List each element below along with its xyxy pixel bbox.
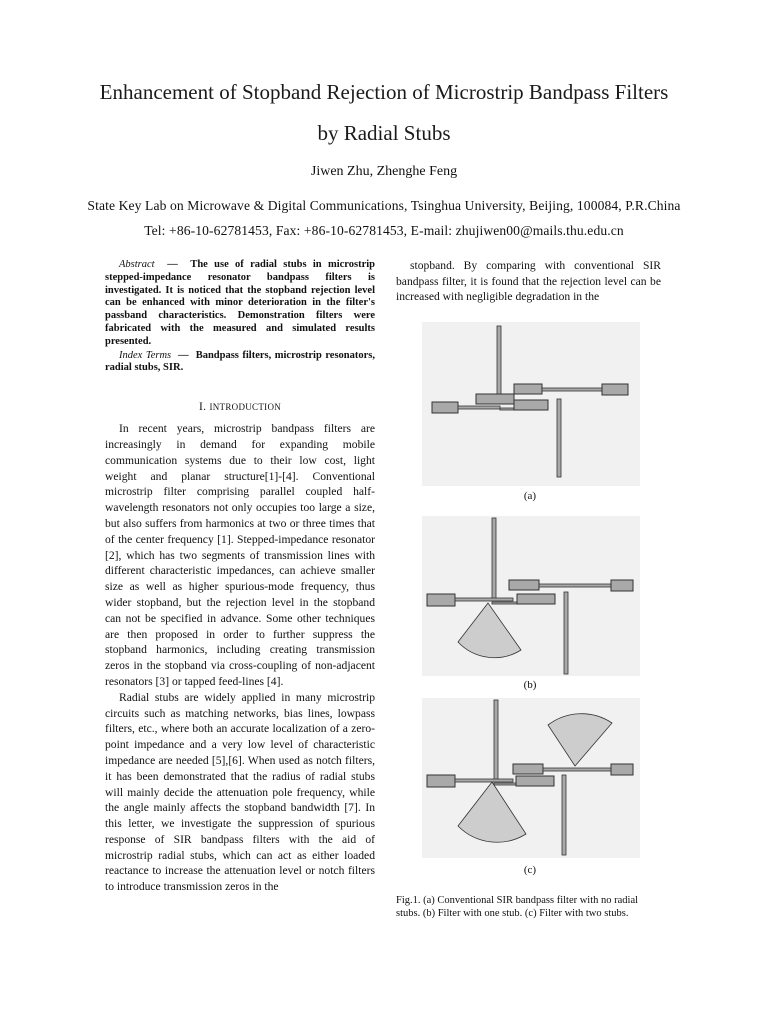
section-title: INTRODUCTION (209, 402, 282, 413)
resonator-1-stub (492, 518, 496, 600)
abstract-text: The use of radial stubs in microstrip stepped-impedance resonator bandpass filters is investigated. It is noticed that the stopband rejection level can be enhanced with minor deterioration in the filter's passband characteristics. Demonstration filters were fabricated with the measured and simulated results presented. (105, 259, 375, 347)
resonator-1-stub (494, 700, 498, 780)
right-column-paragraph: stopband. By comparing with conventional SIR bandpass filter, it is found that the rejection level can be increased with negligible degradation in the (396, 259, 661, 303)
resonator-2-pad (516, 776, 554, 786)
resonator-1-stub (497, 326, 501, 394)
intro-body (105, 421, 375, 895)
affiliation: State Key Lab on Microwave & Digital Communications, Tsinghua University, Beijing, 100084, P.R.China (87, 198, 681, 213)
coupled-line (492, 602, 518, 604)
output-port-pad (602, 384, 628, 395)
output-feed-line (539, 584, 611, 587)
resonator-2-pad (514, 400, 548, 410)
input-feed-line (458, 406, 500, 409)
input-feed-line (455, 598, 513, 601)
intro-paragraph-2: Radial stubs are widely applied in many microstrip circuits such as matching networks, bias lines, lowpass filters, etc., where both an accurate localization of a zero-point impedance and a very low level of characteristic impedance are needed [5],[6]. When used as notch filters, it has been demonstrated that the radius of radial stubs will mainly decide the attenuation pole frequency, while the angle mainly affects the stopband bandwidth [7]. In this letter, we investigate the suppression of spurious response of SIR bandpass filters with the aid of microstrip radial stubs, which can act as either loaded reactance to increase the attenuation level or notch filters to introduce transmission zeros in the (105, 690, 375, 894)
right-column-text (396, 258, 661, 305)
index-terms-text: Bandpass filters, microstrip resonators, radial stubs, SIR. (105, 349, 376, 374)
figure-caption: Fig.1. (a) Conventional SIR bandpass filter with no radial stubs. (b) Filter with one stub. (c) Filter with two stubs. (396, 895, 639, 919)
figure-1c (422, 698, 640, 858)
resonator-1-pad (476, 394, 514, 404)
resonator-2-stub (564, 592, 568, 674)
authors: Jiwen Zhu, Zhenghe Feng (310, 164, 458, 179)
resonator-2-pad-top (513, 764, 543, 774)
abstract-label: Abstract (119, 259, 155, 270)
abstract: Abstract — The use of radial stubs in microstrip stepped-impedance resonator bandpass filters is investigated. It is noticed that the stopband rejection level can be enhanced with minor deterioration in the filter's passband characteristics. Demonstration filters were fabricated with the measured and simulated results presented. (105, 259, 375, 347)
figure-1b-label: (b) (523, 679, 537, 691)
paper-title-line1: Enhancement of Stopband Rejection of Microstrip Bandpass Filters (99, 80, 669, 104)
input-port-pad (427, 775, 455, 787)
resonator-2-pad (517, 594, 555, 604)
input-port-pad (432, 402, 458, 413)
index-terms: Index Terms — Bandpass filters, microstrip resonators, radial stubs, SIR. (105, 349, 376, 374)
output-feed-line (543, 768, 611, 771)
output-port-pad (611, 580, 633, 591)
input-feed-line (455, 779, 513, 782)
resonator-2-pad-top (509, 580, 539, 590)
section-number: I. (198, 401, 207, 414)
intro-paragraph-1: In recent years, microstrip bandpass filters are increasingly in demand for expanding mobile communication systems due to their low cost, light weight and planar structure[1]-[4]. Conventional microstrip filter comprising parallel coupled half-wavelength resonators not only occupies too large a size, but also suffers from harmonics at two or three times that of the center frequency [1]. Stepped-impedance resonator [2], which has two segments of transmission lines with different characteristic impedances, can achieve smaller size as well as higher spurious-mode frequency, thus wider stopband, but the rejection level in the stopband can not be specified in advance. Some other techniques are then proposed in order to further suppress the stopband harmonics, including creating transmission zeros in the stopband via cross-coupling of non-adjacent resonators [3] or tapped feed-lines [4]. (105, 422, 375, 688)
figure-1c-label: (c) (523, 864, 537, 876)
resonator-2-pad-top (514, 384, 542, 394)
index-terms-label: Index Terms (119, 349, 172, 361)
paper-title-line2: by Radial Stubs (317, 121, 451, 145)
figure-1a-label: (a) (523, 490, 537, 502)
figure-1b (422, 516, 640, 676)
contact-info: Tel: +86-10-62781453, Fax: +86-10-62781453, E-mail: zhujiwen00@mails.thu.edu.cn (144, 223, 624, 238)
section-heading (105, 401, 375, 413)
input-port-pad (427, 594, 455, 606)
output-feed-line (542, 388, 602, 391)
figure-1a (422, 322, 640, 486)
output-port-pad (611, 764, 633, 775)
left-column (105, 259, 375, 895)
resonator-2-stub (562, 775, 566, 855)
resonator-2-stub (557, 399, 561, 477)
